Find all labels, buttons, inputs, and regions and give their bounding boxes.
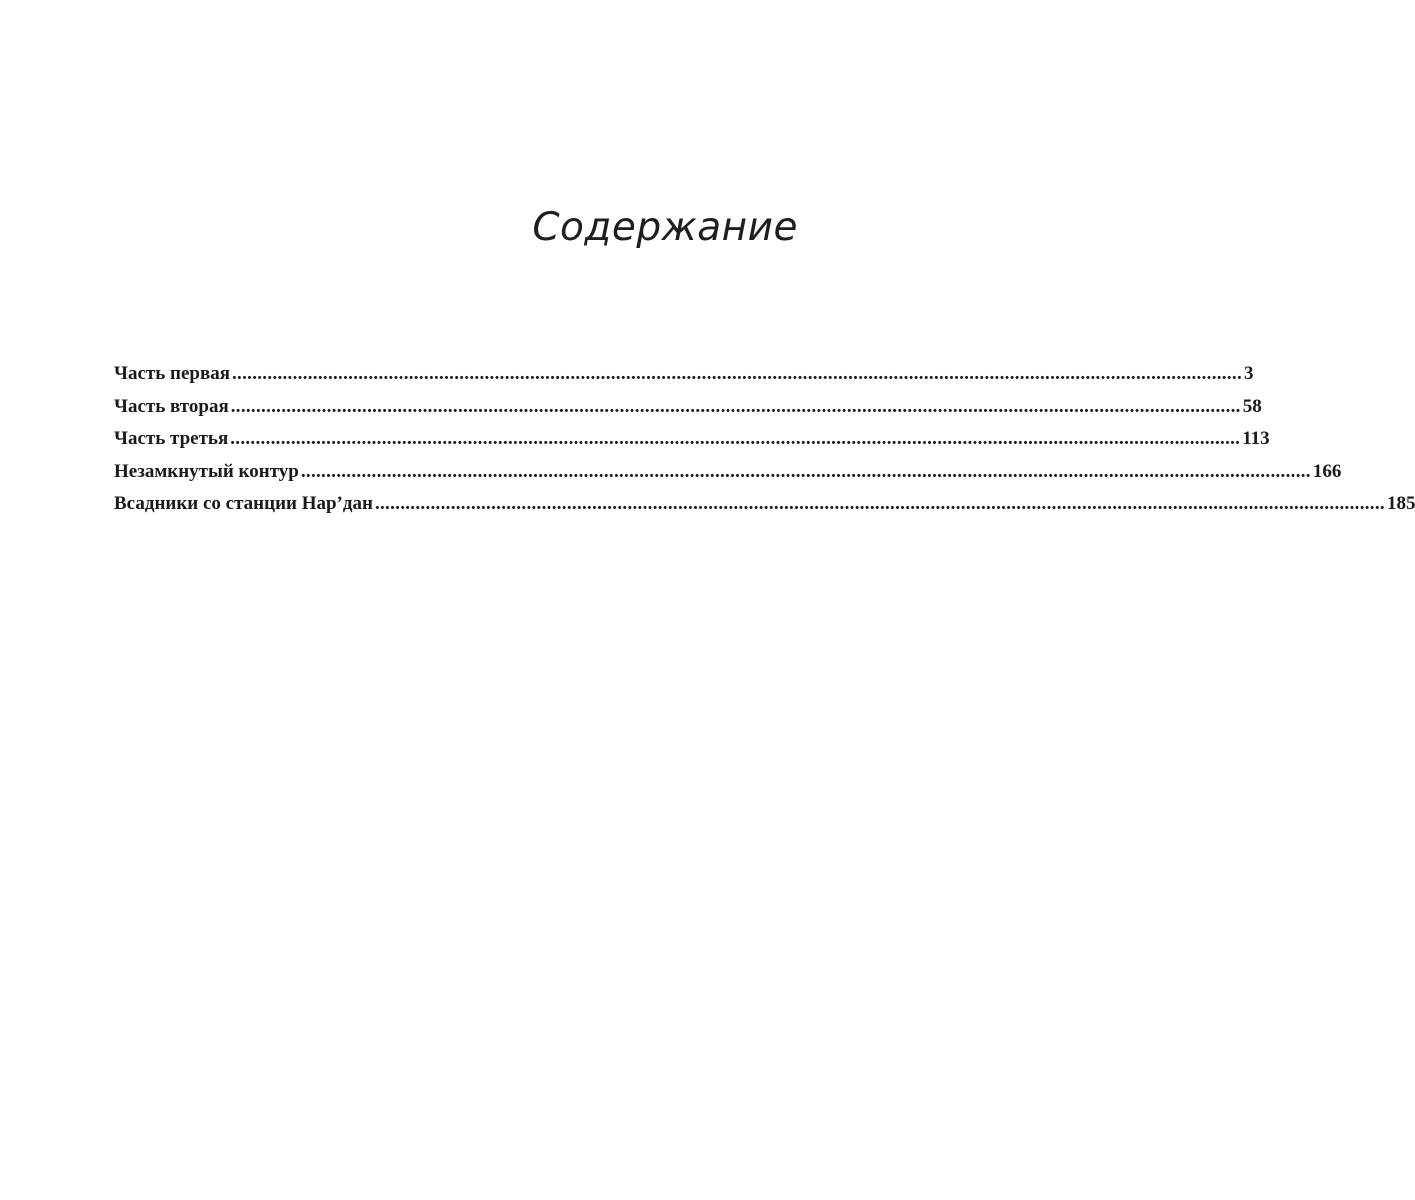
toc-dot-leader: ........................................................................................................................................................................................................ (300, 460, 1311, 482)
toc-entry (114, 358, 1254, 391)
toc-entry-title: Часть третья (114, 428, 229, 449)
toc-entry-title: Незамкнутый контур (114, 460, 299, 482)
toc-dot-leader: ........................................................................................................................................................................................................ (230, 395, 1241, 417)
toc-entry-title: Часть первая (114, 363, 230, 384)
toc-dot-leader: ........................................................................................................................................................................................................ (230, 428, 1241, 449)
toc-entry (114, 423, 1270, 456)
toc-dot-leader: ........................................................................................................................................................................................................ (374, 493, 1385, 514)
toc-page-number: 166 (1312, 460, 1342, 482)
toc-page-number: 185 (1386, 493, 1415, 514)
toc-entry-title: Всадники со станции Нар’дан (114, 493, 373, 514)
toc-entry (114, 391, 1262, 424)
table-of-contents (114, 358, 1415, 521)
toc-page-number: 3 (1244, 363, 1254, 384)
toc-page-number: 58 (1242, 395, 1262, 417)
toc-entry (114, 488, 1415, 521)
toc-entry-title: Часть вторая (114, 395, 229, 417)
toc-page-number: 113 (1242, 428, 1270, 449)
page-title: Содержание (532, 205, 798, 250)
toc-dot-leader: ........................................................................................................................................................................................................ (232, 363, 1242, 384)
toc-entry (114, 456, 1342, 489)
